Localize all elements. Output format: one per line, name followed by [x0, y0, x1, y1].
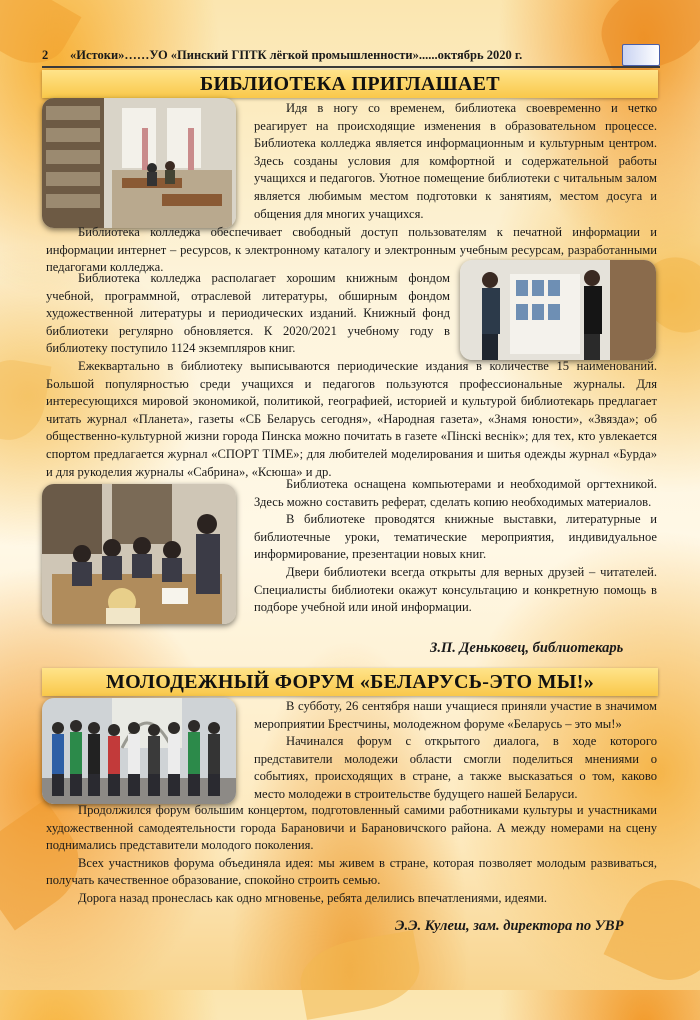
forum-group-photo — [42, 698, 236, 804]
signature-deputy-director: Э.Э. Кулеш, зам. директора по УВР — [395, 918, 624, 934]
paragraph: В субботу, 26 сентября наши учащиеся приняли участие в значимом мероприятии Брестчины, молодежном форуме «Беларусь – это мы!» — [254, 699, 657, 731]
section-title-library: БИБЛИОТЕКА ПРИГЛАШАЕТ — [42, 70, 658, 98]
section-title-forum: МОЛОДЕЖНЫЙ ФОРУМ «БЕЛАРУСЬ-ЭТО МЫ!» — [42, 668, 658, 696]
page-header — [42, 44, 660, 68]
paragraph: Ежеквартально в библиотеку выписываются периодические издания в количестве 15 наименований. Большой популярностью среди учащихся и педагогов пользуются профессиональные журналы. Для интересующихся мировой экономикой, политикой, географией, историей и культурой библиотекарь предлагает читать журнал «Планета», газеты «СБ Беларусь сегодня», «Народная газета», «Знамя юности», «Звязда»; об общественно-культурной жизни города Пинска можно почитать в газете «Пінскі веснік»; для тех, кто увлекается спортом предлагается журнал «СПОРТ TIME»; для любителей моделирования и шитья одежды журнал «Бурда» и для рукоделия журналы «Сабрина», «Ксюша» и др. — [46, 359, 657, 479]
paragraph: Библиотека колледжа располагает хорошим книжным фондом учебной, программной, отраслевой литературы, обширным фондом художественной литературы и периодических изданий. Книжный фонд библиотеки регулярно обновляется. К 2020/2021 учебному году в библиотеку поступило 1124 экземпляров книг. — [46, 271, 450, 356]
paragraph: Продолжился форум большим концертом, подготовленный самими работниками культуры и участниками художественной самодеятельности города Барановичи и Барановичского района. А между номерами на сцену поднимались представители молодого поколения. — [46, 803, 657, 853]
library-text-block-1 — [254, 100, 657, 223]
forum-text-block-1 — [254, 698, 657, 804]
college-logo-icon — [622, 44, 660, 66]
paragraph: В библиотеке проводятся книжные выставки, литературные и библиотечные уроки, тематические мероприятия, индивидуальное информирование, презентации новых книг. — [254, 512, 657, 562]
students-library-lesson-photo — [42, 484, 236, 624]
library-reading-room-photo — [42, 98, 236, 228]
library-text-block-3 — [46, 270, 450, 358]
paragraph: Библиотека колледжа обеспечивает свободный доступ пользователям к печатной информации и информации интернет – ресурсов, к электронному каталогу и электронным учебным ресурсам, разработанными педагогами колледжа. — [46, 225, 657, 275]
paragraph: Дорога назад пронеслась как одно мгновенье, ребята делились впечатлениями, идеями. — [78, 890, 548, 905]
header-text: «Истоки»……УО «Пинский ГПТК лёгкой промышленности»......октябрь 2020 г. — [70, 47, 523, 62]
page-number: 2 — [42, 47, 49, 62]
library-text-block-4 — [46, 358, 657, 481]
paragraph: Библиотека оснащена компьютерами и необходимой оргтехникой. Здесь можно составить реферат, сделать копию необходимых материалов. — [254, 477, 657, 509]
paragraph: Двери библиотеки всегда открыты для верных друзей – читателей. Специалисты библиотеки окажут консультацию и конкретную помощь в подборе учебной или иной информации. — [254, 564, 657, 615]
paragraph: Всех участников форума объединяла идея: мы живем в стране, которая позволяет молодым развиваться, получать качественное образование, спокойно строить семью. — [46, 855, 657, 888]
library-bookshelf-photo — [460, 260, 656, 360]
leaf-decoration — [295, 930, 425, 1020]
paragraph: Начинался форум с открытого диалога, в ходе которого представители молодежи области смогли поделиться мнениями о событиях, происходящих в стране, а также высказаться о том, каково место молодежи в строительстве будущего нашей Беларуси. — [254, 734, 657, 801]
signature-librarian: З.П. Деньковец, библиотекарь — [430, 640, 624, 656]
leaf-decoration — [0, 355, 51, 446]
library-text-block-5 — [254, 476, 657, 617]
paragraph: Идя в ногу со временем, библиотека своевременно и четко реагирует на происходящие изменения в образовательном процессе. Библиотека колледжа является информационным и культурным центром. Здесь созданы условия для комфортной и содержательной работы учащихся и педагогов. Уютное помещение библиотеки с читальным залом является любимым местом подготовки к занятиям, местом досуга и общения для многих учащихся. — [254, 101, 657, 221]
forum-text-block-2 — [46, 802, 657, 908]
